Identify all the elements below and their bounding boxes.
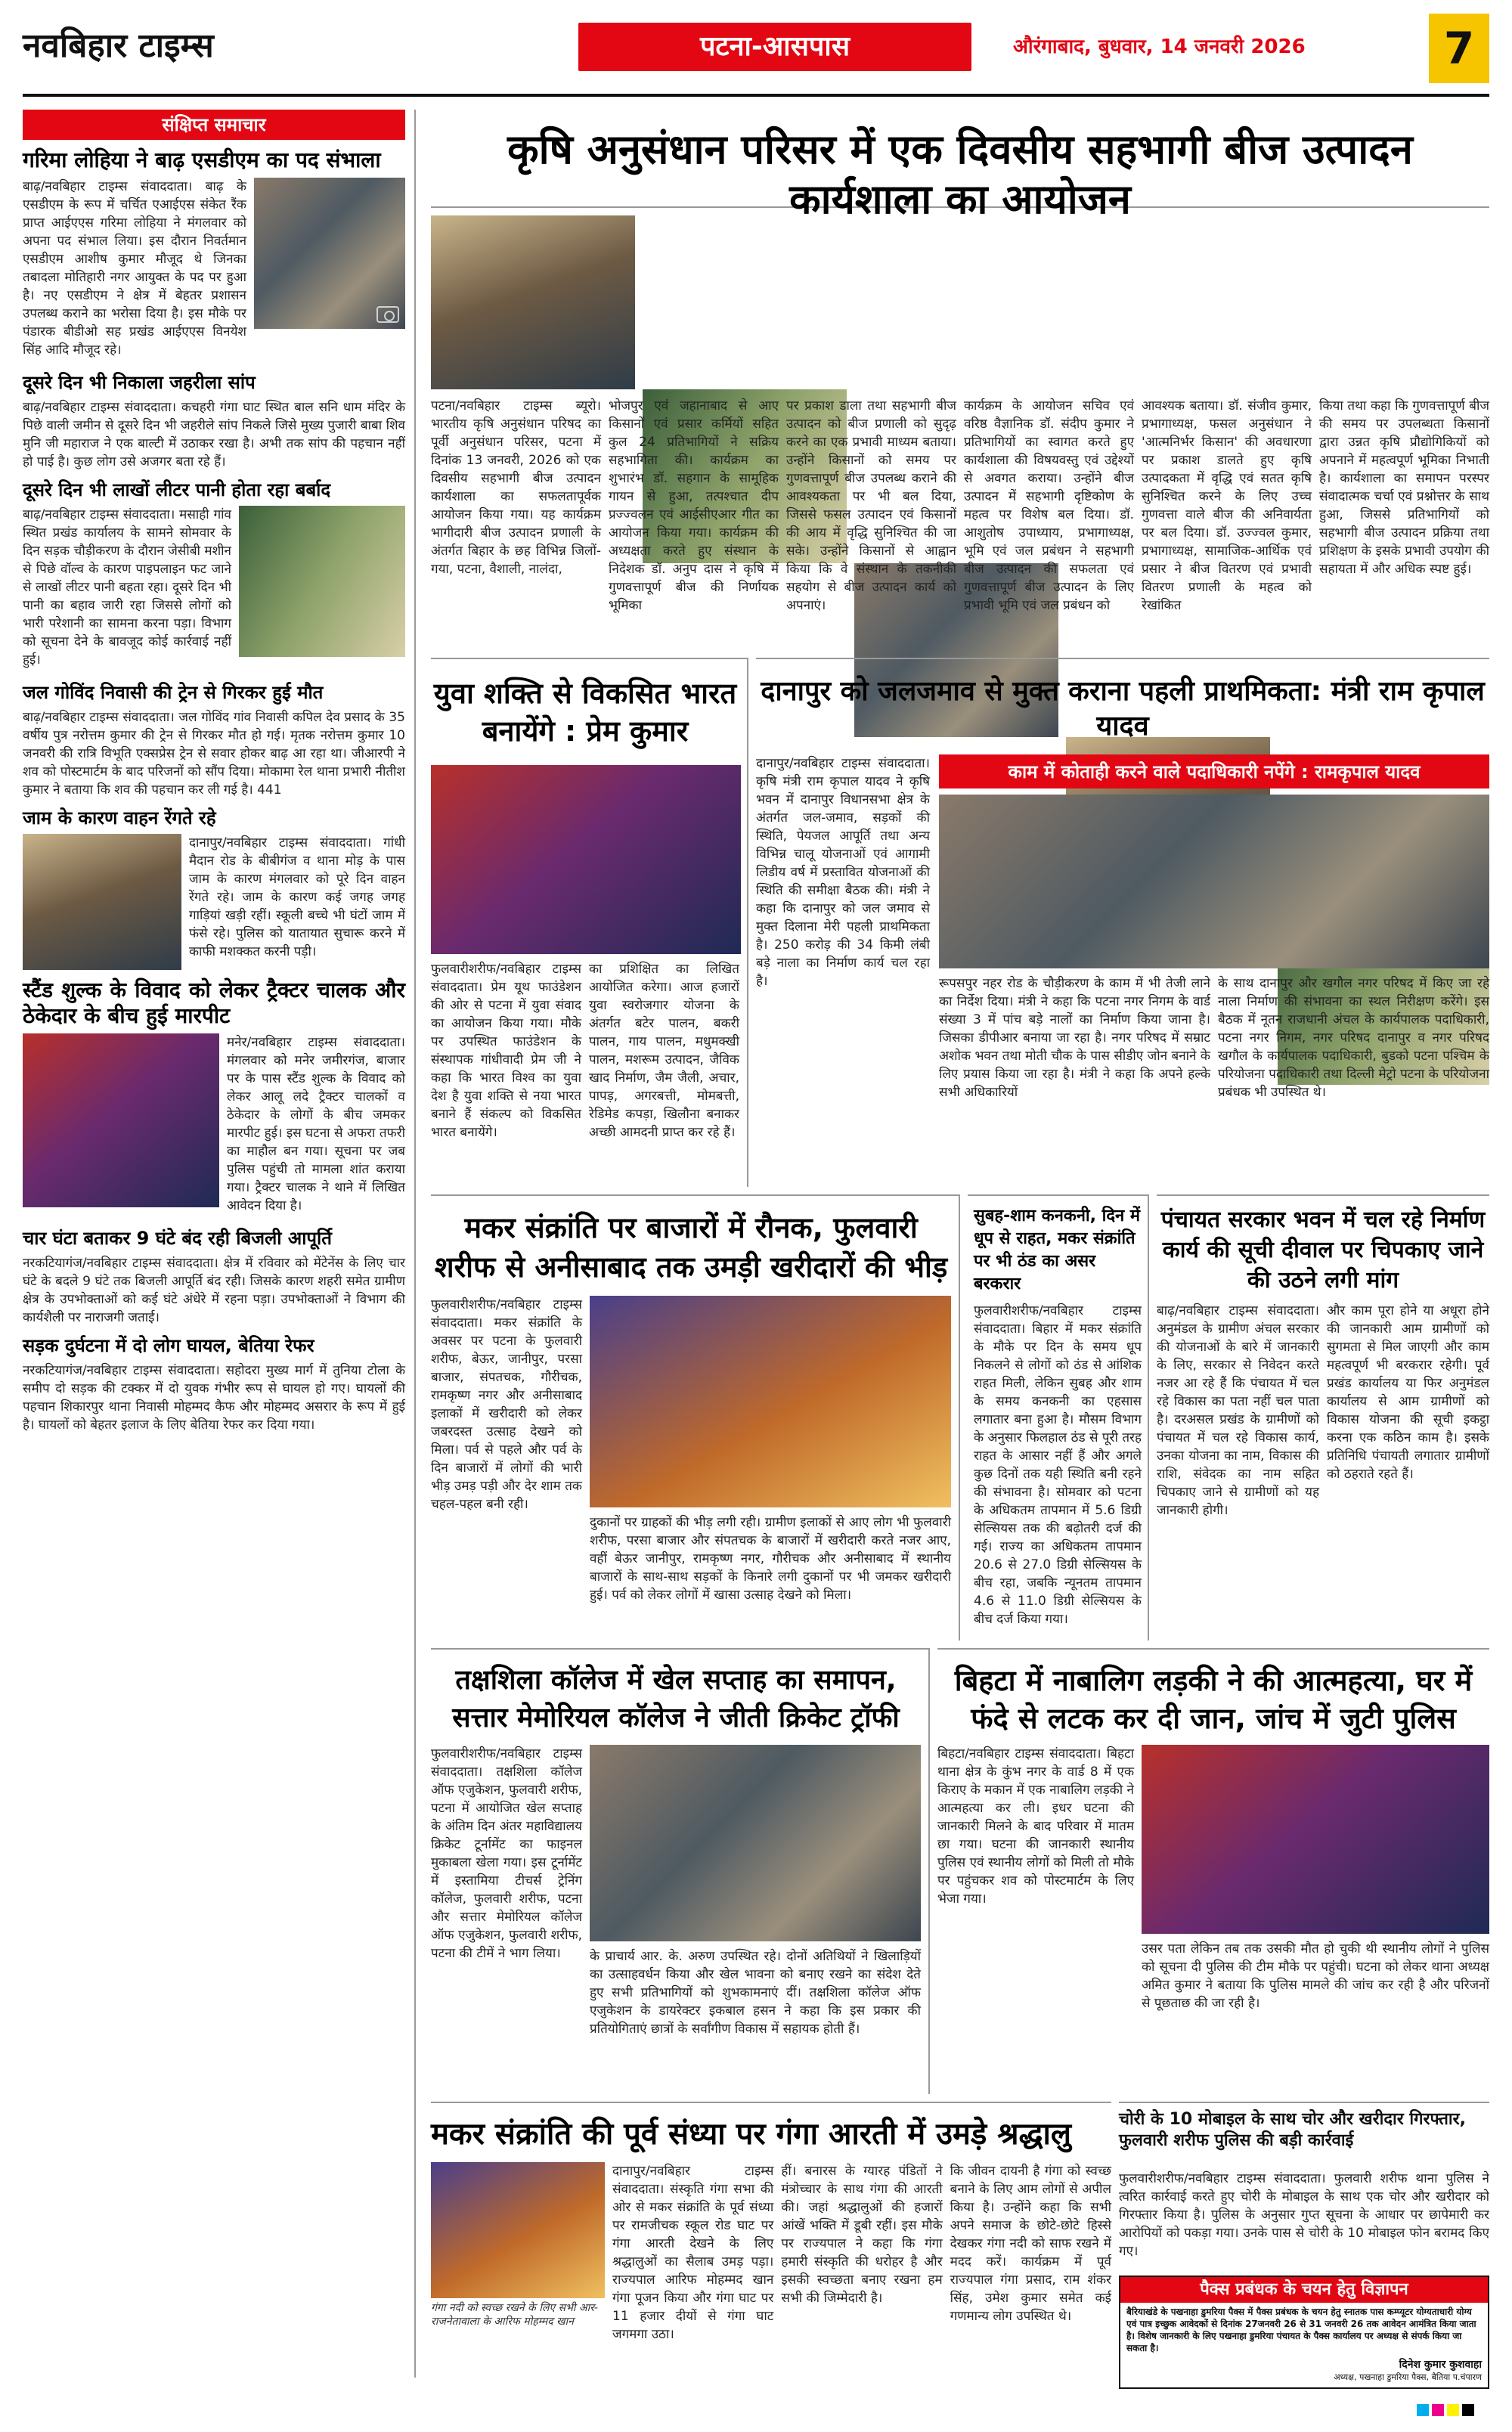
brief-3-photo <box>239 506 405 657</box>
brief-6-photo <box>23 1033 219 1207</box>
story2-body-1: फुलवारीशरीफ/नवबिहार टाइम्स संवाददाता। प्रेम यूथ फाउंडेशन की ओर से पटना में युवा संवाद का आयोजन किया गया। मौके पर उपस्थित फाउंडेशन के संस्थापक गांधीवादी प्रेम जी ने कहा कि भारत विश्व का युवा देश है युवा शक्ति से नया भारत बनाने हैं संकल्प को विकसित भारत बनायेंगे। <box>431 962 581 1140</box>
brief-4-title: जल गोविंद निवासी की ट्रेन से गिरकर हुई मौत <box>23 682 324 703</box>
story9-body-2: हीं। बनारस के ग्यारह पंडितों ने मंत्रोच्चार के साथ गंगा की आरती की। जहां श्रद्धालुओं की हजारों आंखें भक्ति में डूबी रहीं। इस मौके पर राज्यपाल ने कहा कि गंगा हमारी संस्कृति की धरोहर है और इसकी स्वच्छता बनाए रखना हम सभी की जिम्मेदारी है। <box>781 2164 943 2306</box>
brief-8-title: सड़क दुर्घटना में दो लोग घायल, बेतिया रेफर <box>23 1335 314 1356</box>
story4-headline: मकर संक्रांति पर बाजारों में रौनक, फुलवारी शरीफ से अनीसाबाद तक उमड़ी खरीदारों की भीड़ <box>434 1211 948 1284</box>
story5-body: फुलवारीशरीफ/नवबिहार टाइम्स संवाददाता। बिहार में मकर संक्रांति के मौके पर दिन के समय धूप निकलने से लोगों को ठंड से आंशिक राहत मिली, लेकिन सुबह और शाम के समय कनकनी का एहसास लगातार बना हुआ है। मौसम विभाग के अनुसार फिलहाल ठंड से पूरी तरह राहत के आसार नहीं हैं और अगले कुछ दिनों तक यही स्थिति बनी रहने की संभावना है। सोमवार को पटना के अधिकतम तापमान में 5.6 डिग्री सेल्सियस तक की बढ़ोतरी दर्ज की गई। राज्य का अधिकतम तापमान 20.6 से 27.0 डिग्री सेल्सियस के बीच रहा, जबकि न्यूनतम तापमान 4.6 से 11.0 डिग्री सेल्सियस के बीच दर्ज किया गया। <box>974 1303 1142 1627</box>
brief-5-photo <box>23 834 181 970</box>
lead-body-5: आवश्यक बताया। डॉ. संजीव कुमार, प्रभागाध्यक्ष, फसल अनुसंधान ने 'आत्मनिर्भर किसान' की अवधारणा पर प्रकाश डालते हुए कृषि उत्पादकता में वृद्धि एवं सतत कृषि सुनिश्चित करने के लिए उच्च गुणवत्ता वाले बीज की अनिवार्यता पर बल दिया। डॉ. उज्ज्वल कुमार, प्रभागाध्यक्ष, सामाजिक-आर्थिक एवं प्रसार ने बीज वितरण एवं प्रभावी वितरण प्रणाली के महत्व को रेखांकित <box>1142 398 1312 613</box>
brief-3-title: दूसरे दिन भी लाखों लीटर पानी होता रहा बर्बाद <box>23 479 331 500</box>
story5-block <box>968 1194 1149 1640</box>
brief-2-title: दूसरे दिन भी निकाला जहरीला सांप <box>23 372 256 393</box>
story3-block <box>756 658 1489 1187</box>
story9-block <box>431 2102 1111 2381</box>
ad-signer: दिनेश कुमार कुशवाहा <box>1399 2359 1482 2371</box>
lead-body-1: पटना/नवबिहार टाइम्स ब्यूरो। भारतीय कृषि अनुसंधान परिषद का पूर्वी अनुसंधान परिसर, पटना में दिनांक 13 जनवरी, 2026 को एक दिवसीय सहभागी बीज उत्पादन कार्यशाला का सफलतापूर्वक आयोजन किया गया। यह कार्यक्रम भागीदारी बीज उत्पादन प्रणाली के अंतर्गत बिहार के छह विभिन्न जिलों- गया, पटना, वैशाली, नालंदा, <box>431 398 601 577</box>
story7-headline: तक्षशिला कॉलेज में खेल सप्ताह का समापन, सत्तार मेमोरियल कॉलेज ने जीती क्रिकेट ट्रॉफी <box>452 1665 900 1733</box>
lead-headline-box <box>431 110 1489 223</box>
story4-body-2: दुकानों पर ग्राहकों की भीड़ लगी रही। ग्रामीण इलाकों से आए लोग भी फुलवारी शरीफ, परसा बाजार और संपतचक के बाजारों में खरीदारी करते नजर आए, वहीं बेऊर जानीपुर, रामकृष्ण नगर, गौरीचक और अनीसाबाद में स्थानीय बाजारों के साथ-साथ सड़कों के किनारे लगी दुकानों पर भी जमकर खरीदारी हुई। पर्व को लेकर लोगों में खासा उत्साह देखने को मिला। <box>590 1515 951 1603</box>
magenta-mark <box>1432 2404 1444 2416</box>
cyan-mark <box>1417 2404 1429 2416</box>
story7-block <box>431 1648 930 2094</box>
story2-headline: युवा शक्ति से विकसित भारत बनायेंगे : प्रेम कुमार <box>433 677 737 748</box>
section-title: पटना-आसपास <box>578 23 971 71</box>
brief-1-photo <box>254 178 405 329</box>
brief-2-body: बाढ़/नवबिहार टाइम्स संवाददाता। कचहरी गंगा घाट स्थित बाल सनि धाम मंदिर के पिछे वाली जमीन से दूसरे दिन भी जहरीले सांप निकले जिसे मुख्य पुजारी बाबा शिव मुनि जी महाराज ने एक बाल्टी में उठाकर रखा है। अभी तक सांप की पहचान नहीं हो पाई है। कुछ लोग उसे अजगर बता रहे हैं। <box>23 400 405 469</box>
brief-5-body: दानापुर/नवबिहार टाइम्स संवाददाता। गांधी मैदान रोड के बीबीगंज व थाना मोड़ के पास जाम के कारण मंगलवार को पूरे दिन वाहन रेंगते रहे। जाम के कारण कई जगह जगह गाड़ियां खड़ी रहीं। स्कूली बच्चे भी घंटों जाम में फंसे रहे। पुलिस को यातायात सुचारू करने में काफी मशक्कत करनी पड़ी। <box>189 835 405 959</box>
story9-caption: गंगा नदी को स्वच्छ रखने के लिए सभी आर-राजनेतावाला के आरिफ मोहम्मद खान <box>431 2302 598 2328</box>
yellow-mark <box>1447 2404 1459 2416</box>
lead-body-6: किया तथा कहा कि गुणवत्तापूर्ण बीज की समय पर उपलब्धता किसानों द्वारा उन्नत कृषि प्रौद्योगिकियों को अपनाने में महत्वपूर्ण भूमिका निभाती है। कार्यशाला का समापन परस्पर संवादात्मक चर्चा एवं प्रश्नोत्तर के साथ हुआ, जिससे प्रतिभागियों को सहभागी बीज उत्पादन प्रक्रिया तथा प्रशिक्षण के इसके प्रभावी उपयोग की सहायता में और अधिक स्पष्ट हुई। <box>1319 398 1489 577</box>
print-marks <box>23 2404 1489 2419</box>
story6-body-1: बाढ़/नवबिहार टाइम्स संवाददाता। अनुमंडल के ग्रामीण अंचल सरकार की योजनाओं के बारे में जानकारी के लिए, सरकार से निवेदन करते नजर आ रहे हैं कि पंचायत में चल रहे विकास का पता नहीं चल पाता है। दरअसल प्रखंड के ग्रामीणों को पंचायत में चल रहे विकास कार्य, उनका योजना का नाम, विकास की राशि, संवेदक का नाम सहित चिपकाए जाने से ग्रामीणों को यह जानकारी होगी। <box>1157 1303 1319 1518</box>
newspaper-brand: नवबिहार टाइम्स <box>23 26 214 65</box>
story10-body: फुलवारीशरीफ/नवबिहार टाइम्स संवाददाता। फुलवारी शरीफ थाना पुलिस ने त्वरित कार्रवाई करते हुए चोरी के मोबाइल के साथ एक चोर और खरीदार को गिरफ्तार किया है। पुलिस के अनुसार गुप्त सूचना के आधार पर छापेमारी कर आरोपियों को पकड़ा गया। उनके पास से चोरी के 10 मोबाइल फोन बरामद किए गए। <box>1119 2171 1489 2259</box>
brief-1-title: गरिमा लोहिया ने बाढ़ एसडीएम का पद संभाला <box>23 147 381 172</box>
story6-body-2: और काम पूरा होने या अधूरा होने की जानकारी आम ग्रामीणों को सुगमता से मिल जाएगी और काम महत्वपूर्ण भी बरकरार रहेगी। पूर्व प्रखंड कार्यालय या फिर अनुमंडल कार्यालय से आम ग्रामीणों को विकास योजना की सूची इकट्ठा करना एक कठिन काम है। इसके प्रतिनिधि पंचायती लगातार ग्रामीणों को ठहराते रहते हैं। <box>1327 1303 1489 1482</box>
brief-1-body: बाढ़/नवबिहार टाइम्स संवाददाता। बाढ़ के एसडीएम के रूप में चर्चित एआईएस संकेत रैंक प्राप्त आईएएस गरिमा लोहिया ने मंगलवार को अपना पद संभाल लिया। इस दौरान निवर्तमान एसडीएम आशीष कुमार मौजूद थे जिनका तबादला मोतिहारी नगर आयुक्त के पद पर हुआ है। नए एसडीएम ने क्षेत्र में बेहतर प्रशासन उपलब्ध कराने का भरोसा दिया है। इस मौके पर पंडारक बीडीओ सह प्रखंड आईएएस विनयेश सिंह आदि मौजूद रहे। <box>23 179 246 358</box>
story2-body-2: का प्रशिक्षित का लिखित आयोजित करेगा। आज हजारों युवा स्वरोजगार योजना के अंतर्गत बटेर पालन, बकरी पालन, गाय पालन, मधुमक्खी पालन, मशरूम उत्पादन, जैविक खाद निर्माण, जैम जैली, अचार, पापड़, अगरबत्ती, मोमबत्ती, रेडिमेड कपड़ा, खिलौना बनाकर अच्छी आमदनी प्राप्त कर रहे हैं। <box>589 962 739 1140</box>
story8-block <box>937 1648 1489 2094</box>
story4-body-1: फुलवारीशरीफ/नवबिहार टाइम्स संवाददाता। मकर संक्रांति के अवसर पर पटना के फुलवारी शरीफ, बेऊर, जानीपुर, परसा बाजार, संपतचक, गौरीचक, रामकृष्ण नगर और अनीसाबाद इलाकों में खरीदारी को लेकर जबरदस्त उत्साह देखने को मिला। पर्व से पहले और पर्व के दिन बाजारों में लोगों की भारी भीड़ उमड़ पड़ी और देर शाम तक चहल-पहल बनी रही। <box>431 1297 582 1512</box>
story2-photo <box>431 765 741 954</box>
story8-photo <box>1142 1745 1489 1934</box>
ad-body: बैरियाखंडे के पखनाहा डुमरिया पैक्स में पैक्स प्रबंधक के चयन हेतु स्नातक पास कम्प्यूटर योग्यताधारी योग्य एवं पात्र इच्छुक आवेदकों से दिनांक 27जनवरी 26 से 31 जनवरी 26 तक आवेदन आमंत्रित किया जाता है। विशेष जानकारी के लिए पखनाहा डुमरिया पंचायत के पैक्स कार्यालय पर अध्यक्ष से संपर्क किया जा सकता है। <box>1126 2307 1476 2353</box>
lead-body-4: कार्यक्रम के आयोजन सचिव एवं वरिष्ठ वैज्ञानिक डॉ. संदीप कुमार ने प्रतिभागियों का स्वागत करते हुए कार्यशाला की विषयवस्तु एवं उद्देश्यों से अवगत कराया। उन्होंने बीज उत्पादन में सहभागी दृष्टिकोण के महत्व पर विशेष बल दिया। डॉ. आशुतोष उपाध्याय, प्रभागाध्यक्ष, भूमि एवं जल प्रबंधन ने सहभागी बीज उत्पादन की सफलता एवं गुणवत्तापूर्ण बीज उत्पादन के लिए प्रभावी भूमि एवं जल प्रबंधन को <box>964 398 1134 613</box>
story9-body-1: दानापुर/नवबिहार टाइम्स संवाददाता। संस्कृति गंगा सभा की ओर से मकर संक्रांति के पूर्व संध्या पर रामजीचक स्कूल रोड घाट पर गंगा आरती देखने के लिए श्रद्धालुओं का सैलाब उमड़ पड़ा। राज्यपाल आरिफ मोहम्मद खान गंगा पूजन किया और गंगा घाट पर 11 हजार दीयों से गंगा घाट जगमगा उठा। <box>612 2164 774 2342</box>
masthead <box>23 14 1489 97</box>
story3-body-1: दानापुर/नवबिहार टाइम्स संवाददाता। कृषि मंत्री राम कृपाल यादव ने कृषि भवन में दानापुर विधानसभा क्षेत्र के अंतर्गत जल-जमाव, सड़कों की स्थिति, पेयजल आपूर्ति तथा अन्य विभिन्न चालू योजनाओं एवं आगामी लिडीय वर्ष में प्रस्तावित योजनाओं की स्थिति की समीक्षा बैठक की। मंत्री ने कहा कि दानापुर को जल जमाव से मुक्त दिलाना मेरी पहली प्राथमिकता है। 250 करोड़ की 34 किमी लंबी बड़े नाला का निर्माण कार्य चल रहा है। <box>756 756 930 989</box>
lead-headline: कृषि अनुसंधान परिसर में एक दिवसीय सहभागी बीज उत्पादन कार्यशाला का आयोजन <box>507 125 1413 223</box>
story9-headline: मकर संक्रांति की पूर्व संध्या पर गंगा आरती में उमड़े श्रद्धालु <box>431 2117 1072 2152</box>
story8-body-2: उसर पता लेकिन तब तक उसकी मौत हो चुकी थी स्थानीय लोगों ने पुलिस को सूचना दी पुलिस की टीम मौके पर पहुंची। घटना को लेकर थाना अध्यक्ष अमित कुमार ने बताया कि पुलिस मामले की जांच कर रही है और परिजनों से पूछताछ की जा रही है। <box>1142 1941 1489 2011</box>
story3-photo <box>939 795 1489 968</box>
black-mark <box>1462 2404 1474 2416</box>
briefs-column <box>23 110 416 2378</box>
story6-headline: पंचायत सरकार भवन में चल रहे निर्माण कार्य की सूची दीवाल पर चिपकाए जाने की उठने लगी मांग <box>1160 1207 1486 1293</box>
story9-body-3: कि जीवन दायनी है गंगा को स्वच्छ बनाने के लिए आम लोगों से अपील किया है। उन्होंने कहा कि सभी अपने समाज के छोटे-छोटे हिस्से देखकर गंगा नदी को साफ रखने में मदद करें। कार्यक्रम में पूर्व राज्यपाल गंगा प्रसाद, राम शंकर सिंह, उमेश कुमार समेत कई गणमान्य लोग उपस्थित थे। <box>950 2164 1111 2324</box>
story3-body-2: रूपसपुर नहर रोड के चौड़ीकरण के काम में भी तेजी लाने का निर्देश दिया। मंत्री ने कहा कि पटना नगर निगम के वार्ड संख्या 3 में पांच बड़े नालों का निर्माण किया जाना है। जिसका डीपीआर बनाया जा रहा है। नगर परिषद में सम्राट अशोक भवन तथा मोती चौक के पास सीडीए जोन बनाने के लिए प्रयास किया जा रहा है। मंत्री ने कहा कि अपने हल्के सभी अधिकारियों <box>939 976 1211 1100</box>
lead-photo-1 <box>431 215 635 389</box>
lead-body-3: पर प्रकाश डाला तथा सहभागी बीज उत्पादन को बीज प्रणाली को सुदृढ़ करने का एक प्रभावी माध्यम बताया। उन्होंने किसानों को समय पर गुणवत्तापूर्ण बीज उपलब्ध कराने की आवश्यकता पर भी बल दिया, जिससे फसल उत्पादन एवं किसानों की आय में वृद्धि सुनिश्चित की जा सके। उन्होंने किसानों से आह्वान किया कि वे संस्थान के तकनीकी सहयोग से बीज उत्पादन कार्य को अपनाएं। <box>786 398 956 613</box>
page-number: 7 <box>1429 14 1489 83</box>
camera-icon <box>376 306 399 323</box>
brief-4-body: बाढ़/नवबिहार टाइम्स संवाददाता। जल गोविंद गांव निवासी कपिल देव प्रसाद के 35 वर्षीय पुत्र नरोत्तम कुमार की ट्रेन से गिरकर मौत हो गई। मृतक नरोत्तम कुमार 10 जनवरी की रात्रि विभूति एक्सप्रेस ट्रेन से सवार होकर बाढ़ आ रहा था। जीआरपी ने शव को पोस्टमार्टम के बाद परिजनों को सौंप दिया। मोकामा रेल थाना प्रभारी नीतीश कुमार ने बताया कि शव की पहचान कर ली गई है। 441 <box>23 710 405 798</box>
story10-headline: चोरी के 10 मोबाइल के साथ चोर और खरीदार गिरफ्तार, फुलवारी शरीफ पुलिस की बड़ी कार्रवाई <box>1119 2110 1466 2150</box>
story4-photo <box>590 1296 951 1507</box>
story8-body-1: बिहटा/नवबिहार टाइम्स संवाददाता। बिहटा थाना क्षेत्र के कुंभ नगर के वार्ड 8 में एक किराए के मकान में एक नाबालिग लड़की ने आत्महत्या कर ली। इधर घटना की जानकारी मिलने के बाद परिवार में मातम छा गया। घटना की जानकारी स्थानीय पुलिस एवं स्थानीय लोगों को मिली तो मौके पर पहुंचकर शव को पोस्टमार्टम के लिए भेजा गया। <box>937 1746 1134 1907</box>
story2-block <box>431 658 748 1187</box>
story9-photo <box>431 2162 605 2298</box>
brief-6-body: मनेर/नवबिहार टाइम्स संवाददाता। मंगलवार को मनेर जमीरगंज, बाजार पर के पास स्टैंड शुल्क के विवाद को लेकर आलू लदे ट्रैक्टर चालकों व ठेकेदार के लोगों के बीच जमकर मारपीट हुई। इस घटना से अफरा तफरी का माहौल बन गया। सूचना पर जब पुलिस पहुंची तो मामला शांत कराया गया। ट्रैक्टर चालक ने थाने में लिखित आवेदन दिया है। <box>227 1035 405 1213</box>
story7-body-1: फुलवारीशरीफ/नवबिहार टाइम्स संवाददाता। तक्षशिला कॉलेज ऑफ एजुकेशन, फुलवारी शरीफ, पटना में आयोजित खेल सप्ताह के अंतिम दिन अंतर महाविद्यालय क्रिकेट टूर्नामेंट का फाइनल मुकाबला खेला गया। इस टूर्नामेंट में इस्तामिया टीचर्स ट्रेनिंग कॉलेज, फुलवारी शरीफ, पटना और सत्तार मेमोरियल कॉलेज ऑफ एजुकेशन, फुलवारी शरीफ, पटना की टीमें ने भाग लिया। <box>431 1746 582 1961</box>
story6-block <box>1157 1194 1489 1640</box>
brief-3-body: बाढ़/नवबिहार टाइम्स संवाददाता। मसाही गांव स्थित प्रखंड कार्यालय के सामने सोमवार के दिन सड़क चौड़ीकरण के दौरान जेसीबी मशीन से पिछे वॉल्व के कारण पाइपलाइन फट जाने से लाखों लीटर पानी बहता रहा। दूसरे दिन भी पानी का बहाव जारी रहा जिससे लोगों को भारी परेशानी का सामना करना पड़ा। विभाग को सूचना देने के बावजूद कोई कार्रवाई नहीं हुई। <box>23 507 231 668</box>
dateline: औरंगाबाद, बुधवार, 14 जनवरी 2026 <box>1013 23 1436 71</box>
brief-7-title: चार घंटा बताकर 9 घंटे बंद रही बिजली आपूर्ति <box>23 1228 332 1249</box>
story7-body-2: के प्राचार्य आर. के. अरुण उपस्थित रहे। दोनों अतिथियों ने खिलाड़ियों का उत्साहवर्धन किया और खेल भावना को बनाए रखने का संदेश देते हुए सभी प्रतिभागियों को शुभकामनाएं दीं। तक्षशिला कॉलेज ऑफ एजुकेशन के डायरेक्टर इकबाल हसन ने कहा कि इस प्रकार की प्रतियोगिताएं छात्रों के सर्वांगीण विकास में सहायक होती हैं। <box>590 1949 921 2037</box>
brief-7-body: नरकटियागंज/नवबिहार टाइम्स संवाददाता। क्षेत्र में रविवार को मेंटेनेंस के लिए चार घंटे के बदले 9 घंटे तक बिजली आपूर्ति बंद रही। जिसके कारण शहरी समेत ग्रामीण क्षेत्र के उपभोक्ताओं को कई घंटे अंधेरे में रहना पड़ा। उपभोक्ताओं ने विभाग की कार्यशैली पर नाराजगी जताई। <box>23 1256 405 1325</box>
story8-headline: बिहटा में नाबालिग लड़की ने की आत्महत्या, घर में फंदे से लटक कर दी जान, जांच में जुटी पुलिस <box>954 1664 1473 1735</box>
story3-subhead: काम में कोताही करने वाले पदाधिकारी नपेंगे : रामकृपाल यादव <box>939 754 1489 788</box>
ad-signer-title: अध्यक्ष, पखनाहा डुमरिया पैक्स, बैतिया प.चंपारण <box>1334 2372 1482 2382</box>
brief-5-title: जाम के कारण वाहन रेंगते रहे <box>23 807 216 829</box>
story4-block <box>431 1194 960 1640</box>
ad-box <box>1119 2276 1489 2389</box>
brief-6-title: स्टैंड शुल्क के विवाद को लेकर ट्रैक्टर चालक और ठेकेदार के बीच हुई मारपीट <box>23 977 405 1028</box>
story7-photo <box>590 1745 921 1941</box>
story5-headline: सुबह-शाम कनकनी, दिन में धूप से राहत, मकर संक्रांति पर भी ठंड का असर बरकरार <box>974 1207 1141 1293</box>
story3-body-3: के साथ दानापुर और खगौल नगर परिषद में किए जा रहे नाला निर्माण की संभावना का स्थल निरीक्षण करेंगे। इस बैठक में नूतन राजधानी अंचल के कार्यपालक पदाधिकारी, पटना नगर निगम, नगर परिषद दानापुर व नगर परिषद खगौल के कार्यपालक पदाधिकारी, बुडको पटना पश्चिम के परियोजना पदाधिकारी तथा दिल्ली मेट्रो पटना के परियोजना प्रबंधक भी उपस्थित थे। <box>1218 976 1489 1100</box>
lead-body-2: भोजपुर एवं जहानाबाद से आए किसानों एवं प्रसार कर्मियों सहित कुल 24 प्रतिभागियों ने सक्रिय सहभागिता की। कार्यक्रम का शुभारंभ डॉ. सहगान के सामूहिक गायन से हुआ, तत्पश्चात दीप प्रज्ज्वलन एवं आईसीएआर गीत का आयोजन किया गया। कार्यक्रम की अध्यक्षता करते हुए संस्थान के निदेशक डॉ. अनुप दास ने कृषि में गुणवत्तापूर्ण बीज की निर्णायक भूमिका <box>609 398 779 613</box>
brief-8-body: नरकटियागंज/नवबिहार टाइम्स संवाददाता। सहोदरा मुख्य मार्ग में तुनिया टोला के समीप दो सड़क की टक्कर में दो युवक गंभीर रूप से घायल हो गए। घायलों की पहचान शिकारपुर थाना निवासी मोहम्मद कैफ और मोहम्मद असरार के रूप में हुई है। घायलों को बेहतर इलाज के लिए बेतिया रेफर कर दिया गया। <box>23 1363 405 1433</box>
story3-headline: दानापुर को जलजमाव से मुक्त कराना पहली प्राथमिकता: मंत्री राम कृपाल यादव <box>761 676 1485 742</box>
ad-title: पैक्स प्रबंधक के चयन हेतु विज्ञापन <box>1120 2277 1488 2303</box>
briefs-banner: संक्षिप्त समाचार <box>23 110 405 140</box>
